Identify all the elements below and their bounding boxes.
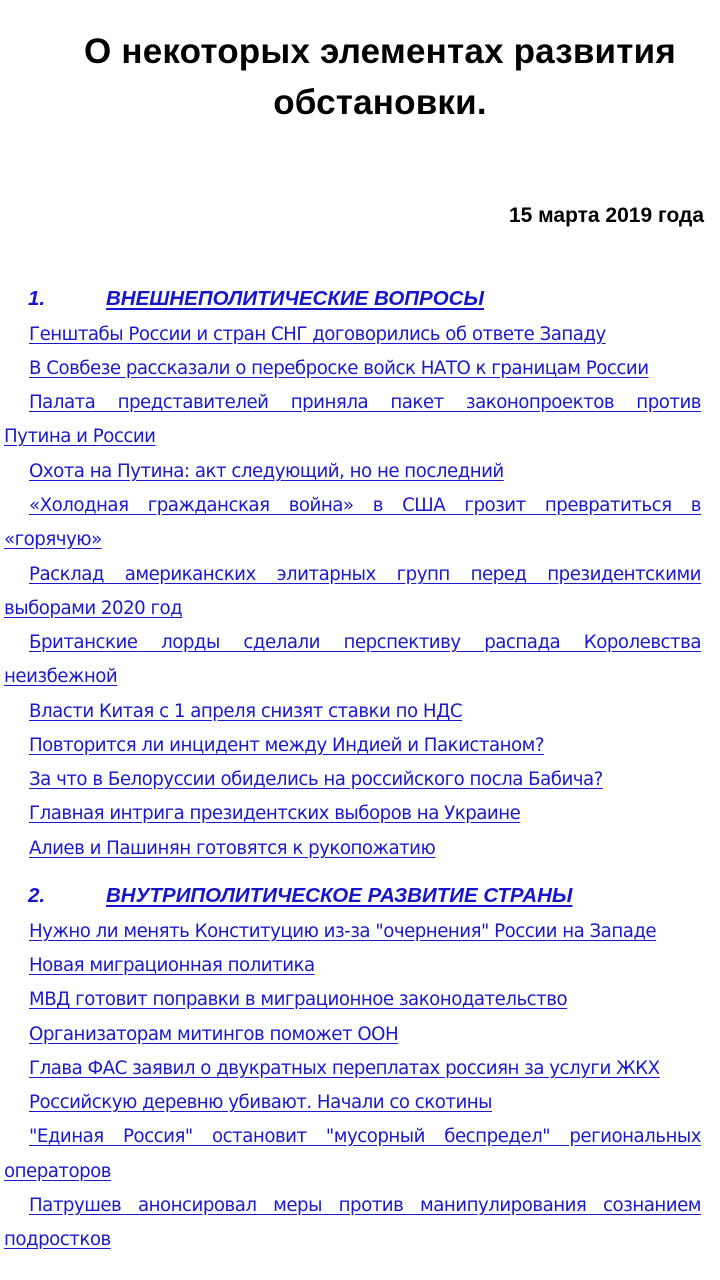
news-link-continuation[interactable]: выборами 2020 год: [4, 598, 183, 619]
news-link[interactable]: "Единая Россия" остановит "мусорный беспредел" региональных: [29, 1126, 701, 1147]
news-link[interactable]: Новая миграционная политика: [29, 955, 315, 976]
news-link[interactable]: Главная интрига президентских выборов на Украине: [29, 803, 521, 824]
news-link[interactable]: Повторится ли инцидент между Индией и Пакистаном?: [29, 735, 545, 756]
news-link[interactable]: МВД готовит поправки в миграционное законодательство: [29, 989, 568, 1010]
section-title: ВНУТРИПОЛИТИЧЕСКОЕ РАЗВИТИЕ СТРАНЫ: [106, 884, 573, 907]
news-link[interactable]: Глава ФАС заявил о двукратных переплатах россиян за услуги ЖКХ: [29, 1058, 660, 1079]
news-link-continuation[interactable]: Путина и России: [4, 426, 156, 447]
news-link-continuation[interactable]: «горячую»: [4, 529, 102, 550]
section-title: ВНЕШНЕПОЛИТИЧЕСКИЕ ВОПРОСЫ: [106, 287, 484, 310]
news-link[interactable]: В Совбезе рассказали о переброске войск НАТО к границам России: [29, 358, 649, 379]
news-link-continuation[interactable]: неизбежной: [4, 666, 118, 687]
news-link[interactable]: Патрушев анонсировал меры против манипулирования сознанием: [29, 1195, 701, 1216]
news-link[interactable]: Палата представителей приняла пакет законопроектов против: [29, 392, 701, 413]
news-link[interactable]: Охота на Путина: акт следующий, но не последний: [29, 461, 504, 482]
title-line-1: О некоторых элементах развития: [84, 32, 676, 71]
news-link[interactable]: Организаторам митингов поможет ООН: [29, 1024, 399, 1045]
news-link[interactable]: Алиев и Пашинян готовятся к рукопожатию: [29, 838, 436, 859]
news-link[interactable]: Расклад американских элитарных групп перед президентскими: [29, 564, 701, 585]
section-number: 1.: [28, 287, 46, 310]
news-link[interactable]: Британские лорды сделали перспективу распада Королевства: [29, 632, 701, 653]
section-number: 2.: [28, 884, 46, 907]
document-date: 15 марта 2019 года: [508, 204, 704, 227]
news-link[interactable]: Российскую деревню убивают. Начали со скотины: [29, 1092, 493, 1113]
section-heading-domestic-policy[interactable]: [28, 882, 572, 910]
news-link[interactable]: Нужно ли менять Конституцию из-за "очернения" России на Западе: [29, 921, 657, 942]
news-link[interactable]: За что в Белоруссии обиделись на российского посла Бабича?: [29, 769, 603, 790]
section-heading-foreign-policy[interactable]: [28, 285, 484, 313]
news-link-continuation[interactable]: подростков: [4, 1229, 111, 1250]
document-title: [0, 26, 720, 128]
news-link[interactable]: «Холодная гражданская война» в США грозит превратиться в: [29, 495, 701, 516]
news-link[interactable]: Власти Китая с 1 апреля снизят ставки по НДС: [29, 701, 463, 722]
news-link[interactable]: Генштабы России и стран СНГ договорились об ответе Западу: [29, 324, 606, 345]
news-link-continuation[interactable]: операторов: [4, 1161, 112, 1182]
title-line-2: обстановки.: [273, 83, 487, 122]
